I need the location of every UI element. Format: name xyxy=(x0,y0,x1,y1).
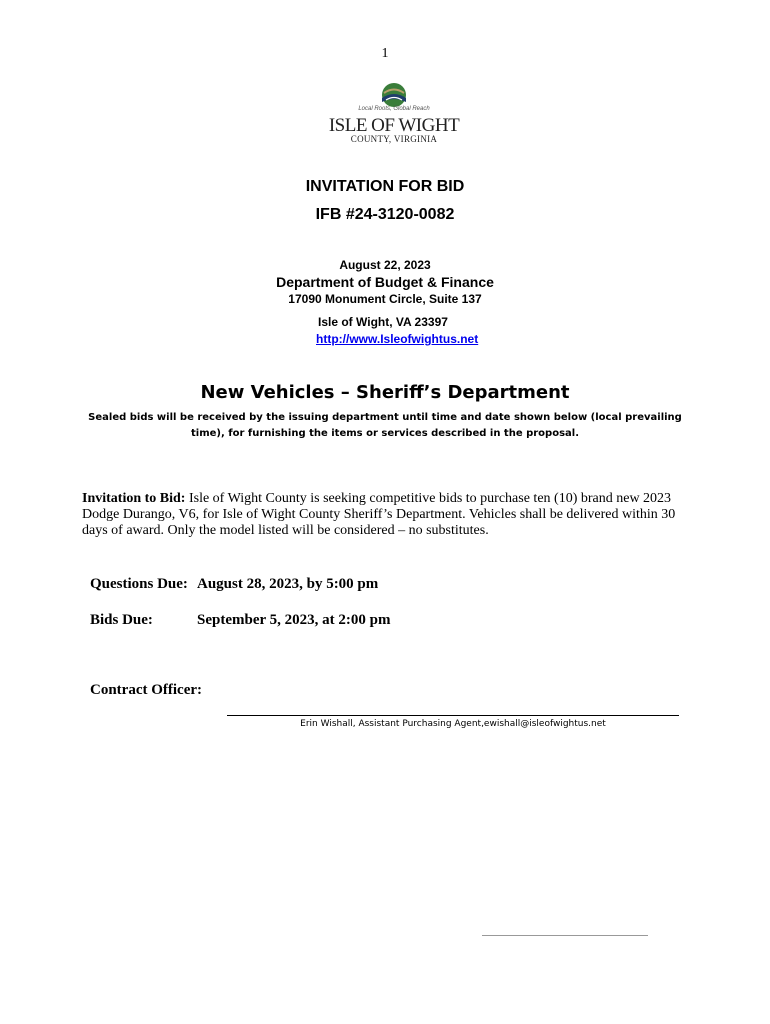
issue-date: August 22, 2023 xyxy=(339,258,431,272)
logo-emblem-icon xyxy=(371,82,417,108)
document-title: INVITATION FOR BID xyxy=(305,178,465,195)
footer-line xyxy=(482,935,648,936)
questions-due-label: Questions Due: xyxy=(90,576,188,592)
invitation-paragraph xyxy=(82,491,692,539)
contract-officer-label: Contract Officer: xyxy=(90,682,203,698)
invitation-text: Isle of Wight County is seeking competitive bids to purchase ten (10) brand new 2023 Dodge Durango, V6, for Isle of Wight County Sheriff’s Department. Vehicles shall be delivered within 30 days of award. Only the model listed will be considered – no substitutes. xyxy=(82,491,676,538)
logo-county: COUNTY, VIRGINIA xyxy=(350,134,438,144)
contract-officer-name: Erin Wishall, Assistant Purchasing Agent,ewishall@isleofwightus.net xyxy=(300,719,606,729)
county-logo xyxy=(328,82,460,152)
department-name: Department of Budget & Finance xyxy=(276,274,494,290)
questions-due-value: August 28, 2023, by 5:00 pm xyxy=(197,576,379,592)
signature-line xyxy=(227,715,679,716)
logo-tagline: Local Roots, Global Reach xyxy=(358,106,430,112)
bids-due-value: September 5, 2023, at 2:00 pm xyxy=(197,612,391,628)
sealed-bid-notice: Sealed bids will be received by the issuing department until time and date shown below (local prevailing time), for furnishing the items or services described in the proposal. xyxy=(88,412,682,439)
bid-heading: New Vehicles – Sheriff’s Department xyxy=(200,382,570,403)
logo-name: ISLE OF WIGHT xyxy=(328,115,460,136)
bids-due-label: Bids Due: xyxy=(90,612,153,628)
page-number: 1 xyxy=(381,46,389,61)
website-link[interactable]: http://www.Isleofwightus.net xyxy=(316,332,479,346)
department-city: Isle of Wight, VA 23397 xyxy=(318,315,448,329)
department-address: 17090 Monument Circle, Suite 137 xyxy=(288,292,482,306)
ifb-number: IFB #24-3120-0082 xyxy=(315,206,455,223)
invitation-label: Invitation to Bid: xyxy=(82,491,186,506)
